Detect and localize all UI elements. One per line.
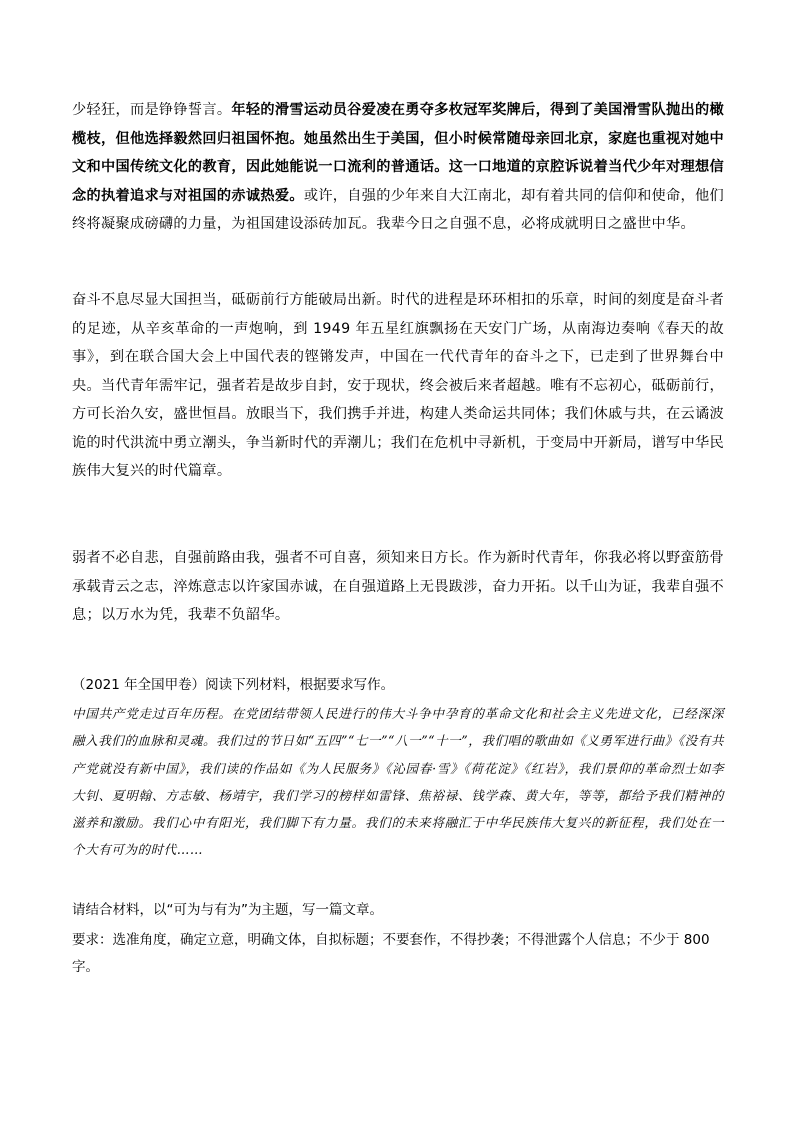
essay-paragraph-3: 弱者不必自悲，自强前路由我，强者不可自喜，须知来日方长。作为新时代青年，你我必将以野蛮筋骨承载青云之志，淬炼意志以许家国赤诚，在自强道路上无畏跋涉，奋力开拓。以千山为证，我辈自强不息；以万水为凭，我辈不负韶华。 xyxy=(72,550,724,623)
exam-instruction: 请结合材料，以“可为与有为”为主题，写一篇文章。 xyxy=(72,902,383,918)
exam-question-title: （2021 年全国甲卷）阅读下列材料，根据要求写作。 xyxy=(72,677,395,693)
exam-material-text: 中国共产党走过百年历程。在党团结带领人民进行的伟大斗争中孕育的革命文化和社会主义先进文化，已经深深融入我们的血脉和灵魂。我们过的节日如“五四”“七一”“八一”“十一”，我们唱的歌曲如《义勇军进行曲》《没有共产党就没有新中国》，我们读的作品如《为人民服务》《沁园春·雪》《荷花淀》《红岩》，我们景仰的革命烈士如李大钊、夏明翰、方志敏、杨靖宇，我们学习的榜样如雷锋、焦裕禄、钱学森、黄大年，等等，都给予我们精神的滋养和激励。我们心中有阳光，我们脚下有力量。我们的未来将融汇于中华民族伟大复兴的新征程，我们处在一个大有可为的时代…… xyxy=(72,706,724,858)
paragraph-1-bold-example: 年轻的滑雪运动员谷爱凌在勇夺多枚冠军奖牌后，得到了美国滑雪队抛出的橄榄枝，但他选择毅然回归祖国怀抱。她虽然出生于美国，但小时候常随母亲回北京，家庭也重视对她中文和中国传统文化的教育，因此她能说一口流利的普通话。这一口地道的京腔诉说着当代少年对理想信念的执着追求与对祖国的赤诚热爱。 xyxy=(72,102,724,204)
essay-paragraph-2: 奋斗不息尽显大国担当，砥砺前行方能破局出新。时代的进程是环环相扣的乐章，时间的刻度是奋斗者的足迹，从辛亥革命的一声炮响，到 1949 年五星红旗飘扬在天安门广场，从南海边奏响《春天的故事》，到在联合国大会上中国代表的铿锵发声，中国在一代代青年的奋斗之下，已走到了世界舞台中央。当代青年需牢记，强者若是故步自封，安于现状，终会被后来者超越。唯有不忘初心，砥砺前行，方可长治久安，盛世恒昌。放眼当下，我们携手并进，构建人类命运共同体；我们休戚与共，在云谲波诡的时代洪流中勇立潮头，争当新时代的弄潮儿；我们在危机中寻新机，于变局中开新局，谱写中华民族伟大复兴的时代篇章。 xyxy=(72,292,724,479)
paragraph-1-closing: 或许，自强的少年来自大江南北，却有着共同的信仰和使命，他们终将凝聚成磅礴的力量，为祖国建设添砖加瓦。我辈今日之自强不息，必将成就明日之盛世中华。 xyxy=(72,187,724,232)
exam-requirement: 要求：选准角度，确定立意，明确文体，自拟标题；不要套作，不得抄袭；不得泄露个人信息；不少于 800 字。 xyxy=(72,932,710,975)
paragraph-1-opening: 少轻狂，而是铮铮誓言。 xyxy=(72,102,232,118)
essay-paragraph-1 xyxy=(72,96,724,239)
